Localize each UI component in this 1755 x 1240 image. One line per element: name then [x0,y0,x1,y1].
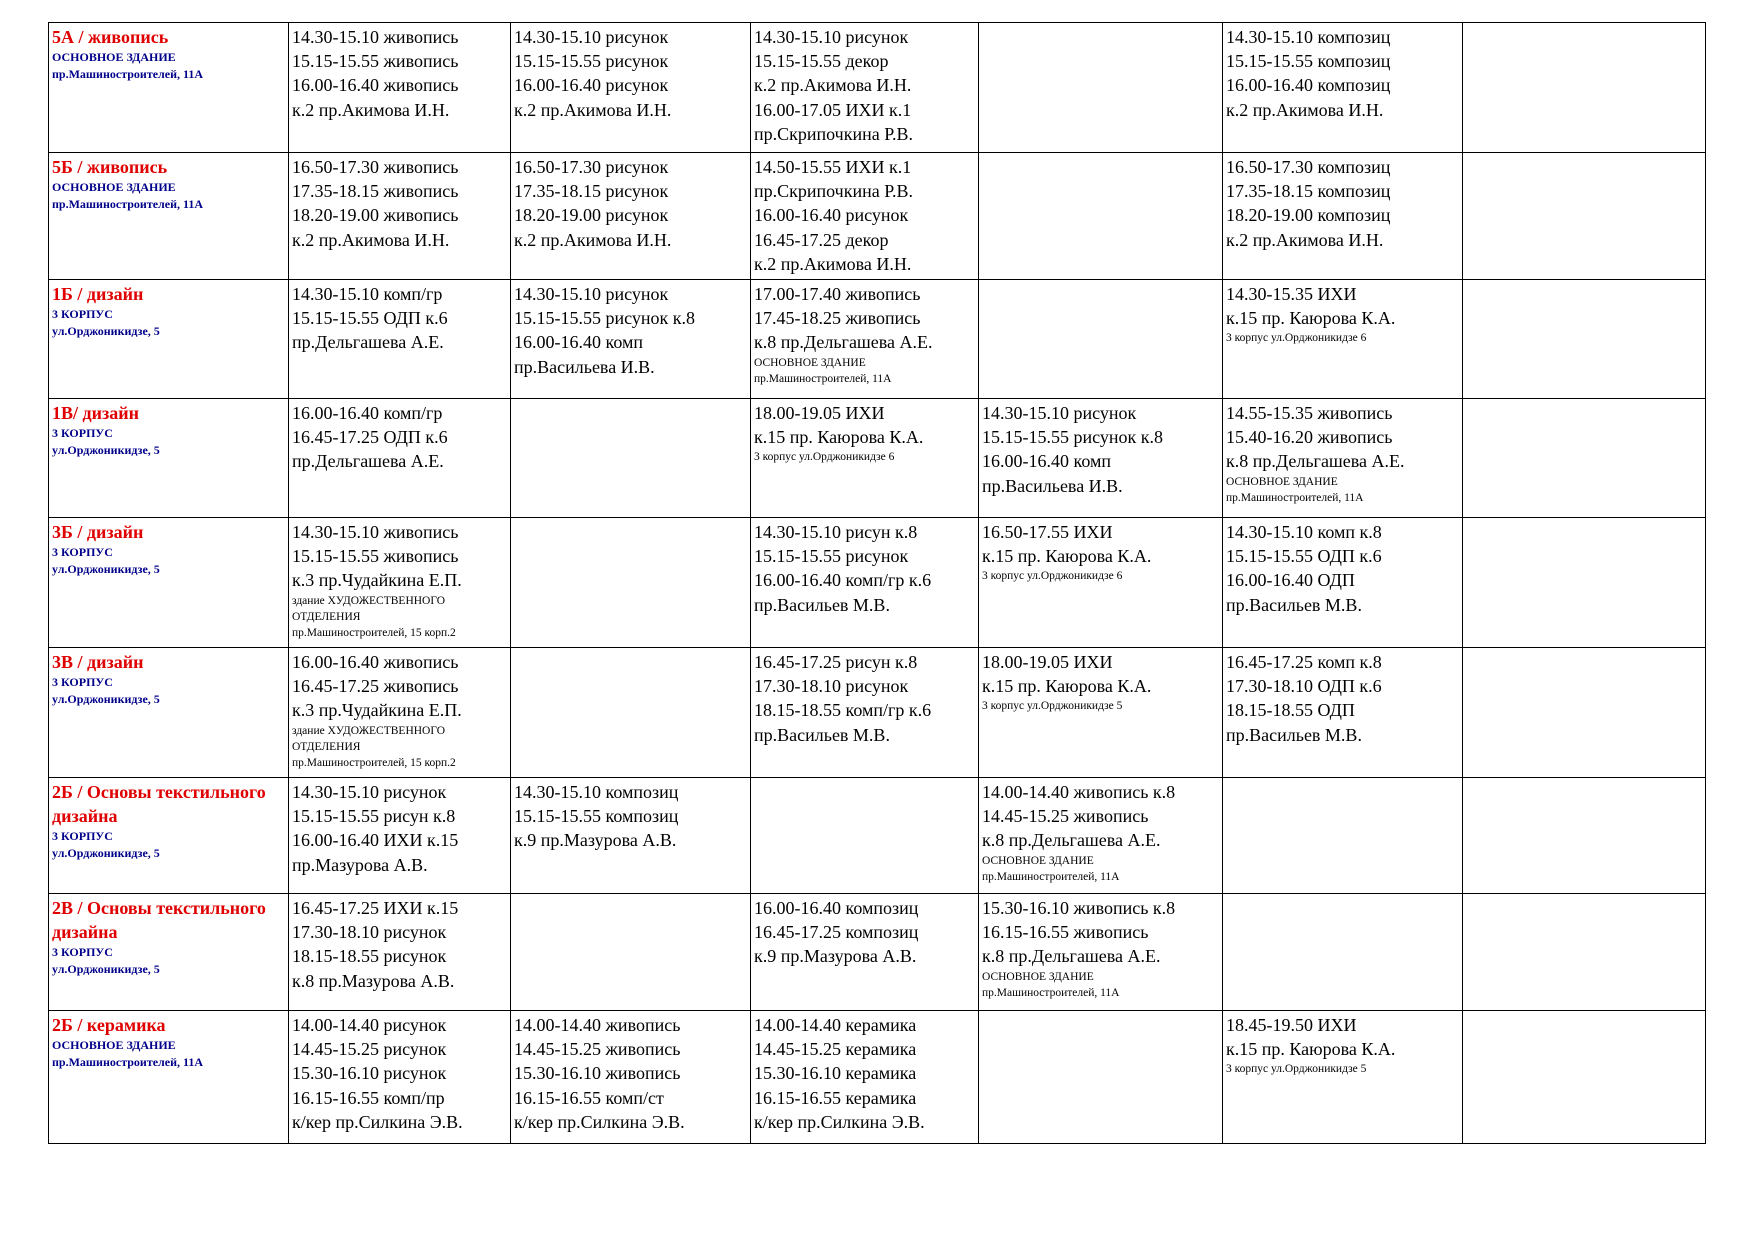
schedule-row [49,280,1706,399]
lesson-line: 14.30-15.10 композиц [514,782,679,802]
day-cell [751,894,979,1011]
lesson-line: пр.Скрипочкина Р.В. [754,181,914,202]
day-cell [1223,648,1463,778]
day-cell [1463,648,1706,778]
schedule-body [49,23,1706,1144]
location-note: 3 корпус ул.Орджоникидзе 6 [982,570,1123,583]
group-cell [49,1011,289,1144]
building-address: пр.Машиностроителей, 11А [52,67,204,81]
lesson-line: 16.00-16.40 ОДП [1226,570,1355,591]
group-name: 3В / дизайн [52,652,144,672]
schedule-row [49,648,1706,778]
building-address: ОСНОВНОЕ ЗДАНИЕ [52,1038,176,1052]
day-cell [1223,518,1463,648]
building-address: ул.Орджоникидзе, 5 [52,962,160,976]
day-cell [1223,23,1463,153]
schedule-row [49,518,1706,648]
day-cell [1463,894,1706,1011]
location-note: здание ХУДОЖЕСТВЕННОГО [292,594,446,607]
building-address: 3 КОРПУС [52,307,113,321]
day-cell [511,778,751,894]
day-cell [511,153,751,280]
building-address: 3 КОРПУС [52,675,113,689]
lesson-line: 16.50-17.30 рисунок [514,157,669,177]
location-note: 3 корпус ул.Орджоникидзе 5 [982,700,1123,713]
day-cell [979,894,1223,1011]
lesson-line: 15.15-15.55 рисунок [754,546,909,567]
day-cell [511,280,751,399]
group-cell [49,399,289,518]
lesson-line: 17.35-18.15 композиц [1226,181,1391,202]
building-address: ОСНОВНОЕ ЗДАНИЕ [52,50,176,64]
lesson-line: 14.30-15.10 комп к.8 [1226,522,1382,542]
day-cell [289,399,511,518]
day-cell [511,648,751,778]
group-name: 1Б / дизайн [52,284,144,304]
day-cell [979,1011,1223,1144]
day-cell [1223,894,1463,1011]
day-cell [289,280,511,399]
lesson-line: 17.35-18.15 рисунок [514,181,669,202]
day-cell [751,778,979,894]
building-address: 3 КОРПУС [52,829,113,843]
day-cell [1463,518,1706,648]
day-cell [1463,778,1706,894]
building-address: ул.Орджоникидзе, 5 [52,324,160,338]
lesson-line: 14.50-15.55 ИХИ к.1 [754,157,912,177]
day-cell [979,778,1223,894]
lesson-line: 15.15-15.55 композиц [514,806,679,827]
lesson-line: 16.15-16.55 керамика [754,1087,917,1108]
building-address: ул.Орджоникидзе, 5 [52,692,160,706]
lesson-line: к.15 пр. Каюрова К.А. [982,546,1152,567]
lesson-line: 14.45-15.25 рисунок [292,1039,447,1060]
lesson-line: к.15 пр. Каюрова К.А. [1226,308,1396,329]
lesson-line: 16.00-16.40 комп/гр к.6 [754,570,932,591]
lesson-line: 17.00-17.40 живопись [754,284,921,304]
lesson-line: к/кер пр.Силкина Э.В. [514,1111,685,1132]
day-cell [979,153,1223,280]
group-cell [49,518,289,648]
day-cell [979,399,1223,518]
lesson-line: 15.15-15.55 ОДП к.6 [292,308,448,329]
lesson-line: 16.00-16.40 живопись [292,75,459,96]
lesson-line: пр.Васильева И.В. [982,475,1123,496]
day-cell [979,280,1223,399]
day-cell [751,518,979,648]
lesson-line: к.2 пр.Акимова И.Н. [1226,229,1384,250]
lesson-line: 16.45-17.25 ИХИ к.15 [292,898,459,918]
location-note: пр.Машиностроителей, 11А [754,372,892,385]
lesson-line: 14.30-15.35 ИХИ [1226,284,1357,304]
lesson-line: 15.15-15.55 рисунок к.8 [514,308,696,329]
day-cell [511,23,751,153]
building-address: 3 КОРПУС [52,945,113,959]
day-cell [1223,778,1463,894]
lesson-line: 16.00-16.40 ИХИ к.15 [292,830,459,851]
lesson-line: к.2 пр.Акимова И.Н. [514,229,672,250]
lesson-line: 14.30-15.10 композиц [1226,27,1391,47]
lesson-line: 14.30-15.10 комп/гр [292,284,443,304]
lesson-line: 16.45-17.25 декор [754,229,889,250]
day-cell [751,280,979,399]
day-cell [751,1011,979,1144]
lesson-line: к.15 пр. Каюрова К.А. [982,676,1152,697]
day-cell [979,23,1223,153]
lesson-line: 16.00-16.40 композиц [754,898,919,918]
lesson-line: к.15 пр. Каюрова К.А. [1226,1039,1396,1060]
location-note: ОСНОВНОЕ ЗДАНИЕ [982,854,1094,867]
lesson-line: 14.00-14.40 живопись к.8 [982,782,1176,802]
lesson-line: к/кер пр.Силкина Э.В. [754,1111,925,1132]
lesson-line: 16.50-17.30 композиц [1226,157,1391,177]
day-cell [751,399,979,518]
day-cell [1463,153,1706,280]
lesson-line: 18.45-19.50 ИХИ [1226,1015,1357,1035]
location-note: 3 корпус ул.Орджоникидзе 5 [1226,1063,1367,1076]
lesson-line: пр.Дельгашева А.Е. [292,332,444,353]
lesson-line: 15.15-15.55 рисунок [514,51,669,72]
day-cell [511,894,751,1011]
location-note: здание ХУДОЖЕСТВЕННОГО [292,724,446,737]
lesson-line: пр.Мазурова А.В. [292,854,428,875]
building-address: ул.Орджоникидзе, 5 [52,443,160,457]
day-cell [1223,399,1463,518]
day-cell [1463,399,1706,518]
day-cell [1463,23,1706,153]
day-cell [1223,1011,1463,1144]
day-cell [751,153,979,280]
lesson-line: 15.15-15.55 ОДП к.6 [1226,546,1382,567]
lesson-line: к.8 пр.Дельгашева А.Е. [982,830,1161,851]
lesson-line: 15.15-15.55 композиц [1226,51,1391,72]
lesson-line: 18.15-18.55 ОДП [1226,700,1355,721]
group-name: 5А / живопись [52,27,169,47]
schedule-row [49,1011,1706,1144]
day-cell [751,23,979,153]
day-cell [289,778,511,894]
lesson-line: 15.15-15.55 рисунок к.8 [982,427,1164,448]
group-cell [49,648,289,778]
group-name: 5Б / живопись [52,157,168,177]
lesson-line: 14.45-15.25 живопись [982,806,1149,827]
lesson-line: 14.00-14.40 живопись [514,1015,681,1035]
lesson-line: 18.00-19.05 ИХИ [754,403,885,423]
group-cell [49,153,289,280]
lesson-line: 14.30-15.10 рисунок [514,284,669,304]
lesson-line: 15.30-16.10 керамика [754,1063,917,1084]
lesson-line: 14.00-14.40 керамика [754,1015,917,1035]
lesson-line: 18.20-19.00 рисунок [514,205,669,226]
day-cell [979,648,1223,778]
schedule-row [49,894,1706,1011]
location-note: пр.Машиностроителей, 11А [1226,491,1364,504]
group-name: 2Б / керамика [52,1015,166,1035]
lesson-line: 18.00-19.05 ИХИ [982,652,1113,672]
lesson-line: 14.30-15.10 живопись [292,27,459,47]
lesson-line: к.8 пр.Дельгашева А.Е. [754,332,933,353]
lesson-line: 16.15-16.55 комп/ст [514,1087,664,1108]
lesson-line: пр.Дельгашева А.Е. [292,451,444,472]
day-cell [511,1011,751,1144]
schedule-row [49,399,1706,518]
day-cell [1463,1011,1706,1144]
location-note: пр.Машиностроителей, 15 корп.2 [292,626,456,639]
lesson-line: 14.30-15.10 живопись [292,522,459,542]
lesson-line: 16.15-16.55 живопись [982,922,1149,943]
lesson-line: 16.45-17.25 живопись [292,676,459,697]
group-cell [49,778,289,894]
lesson-line: 18.20-19.00 живопись [292,205,459,226]
lesson-line: 14.55-15.35 живопись [1226,403,1393,423]
lesson-line: 16.00-17.05 ИХИ к.1 [754,99,912,120]
lesson-line: 14.30-15.10 рисун к.8 [754,522,918,542]
day-cell [289,518,511,648]
location-note: ОСНОВНОЕ ЗДАНИЕ [1226,475,1338,488]
lesson-line: к.8 пр.Мазурова А.В. [292,970,455,991]
lesson-line: 17.35-18.15 живопись [292,181,459,202]
day-cell [1463,280,1706,399]
building-address: пр.Машиностроителей, 11А [52,1055,204,1069]
day-cell [1223,280,1463,399]
lesson-line: 18.15-18.55 комп/гр к.6 [754,700,932,721]
lesson-line: 14.30-15.10 рисунок [514,27,669,47]
group-cell [49,23,289,153]
lesson-line: 14.30-15.10 рисунок [754,27,909,47]
day-cell [289,894,511,1011]
lesson-line: 16.00-16.40 комп [982,451,1112,472]
lesson-line: к.2 пр.Акимова И.Н. [292,229,450,250]
lesson-line: 16.45-17.25 композиц [754,922,919,943]
lesson-line: 15.40-16.20 живопись [1226,427,1393,448]
day-cell [289,23,511,153]
day-cell [289,648,511,778]
day-cell [289,1011,511,1144]
location-note: пр.Машиностроителей, 11А [982,986,1120,999]
lesson-line: 16.15-16.55 комп/пр [292,1087,445,1108]
day-cell [511,399,751,518]
lesson-line: 15.15-15.55 живопись [292,51,459,72]
lesson-line: к.2 пр.Акимова И.Н. [292,99,450,120]
building-address: пр.Машиностроителей, 11А [52,197,204,211]
lesson-line: 14.00-14.40 рисунок [292,1015,447,1035]
location-note: ОТДЕЛЕНИЯ [292,610,361,623]
lesson-line: 16.45-17.25 комп к.8 [1226,652,1382,672]
building-address: 3 КОРПУС [52,545,113,559]
lesson-line: 17.30-18.10 рисунок [292,922,447,943]
group-name: 3Б / дизайн [52,522,144,542]
day-cell [289,153,511,280]
lesson-line: к.15 пр. Каюрова К.А. [754,427,924,448]
group-name: 1В/ дизайн [52,403,139,423]
location-note: 3 корпус ул.Орджоникидзе 6 [1226,332,1367,345]
location-note: 3 корпус ул.Орджоникидзе 6 [754,451,895,464]
lesson-line: 15.15-15.55 живопись [292,546,459,567]
schedule-row [49,778,1706,894]
schedule-row [49,23,1706,153]
day-cell [511,518,751,648]
group-cell [49,280,289,399]
lesson-line: 16.50-17.55 ИХИ [982,522,1113,542]
lesson-line: к.2 пр.Акимова И.Н. [1226,99,1384,120]
lesson-line: пр.Васильев М.В. [754,594,890,615]
lesson-line: 14.45-15.25 керамика [754,1039,917,1060]
lesson-line: 18.20-19.00 композиц [1226,205,1391,226]
location-note: ОТДЕЛЕНИЯ [292,740,361,753]
lesson-line: 14.45-15.25 живопись [514,1039,681,1060]
lesson-line: 16.45-17.25 ОДП к.6 [292,427,448,448]
lesson-line: к/кер пр.Силкина Э.В. [292,1111,463,1132]
lesson-line: 15.30-16.10 рисунок [292,1063,447,1084]
lesson-line: 14.30-15.10 рисунок [982,403,1137,423]
lesson-line: 16.50-17.30 живопись [292,157,459,177]
location-note: пр.Машиностроителей, 11А [982,870,1120,883]
location-note: пр.Машиностроителей, 15 корп.2 [292,756,456,769]
building-address: ул.Орджоникидзе, 5 [52,846,160,860]
lesson-line: 16.00-16.40 комп/гр [292,403,443,423]
location-note: ОСНОВНОЕ ЗДАНИЕ [982,970,1094,983]
day-cell [979,518,1223,648]
lesson-line: к.9 пр.Мазурова А.В. [754,946,917,967]
day-cell [751,648,979,778]
lesson-line: 15.15-15.55 декор [754,51,889,72]
lesson-line: пр.Скрипочкина Р.В. [754,123,914,144]
lesson-line: 18.15-18.55 рисунок [292,946,447,967]
lesson-line: 17.45-18.25 живопись [754,308,921,329]
lesson-line: 15.30-16.10 живопись [514,1063,681,1084]
location-note: ОСНОВНОЕ ЗДАНИЕ [754,356,866,369]
lesson-line: 16.00-16.40 рисунок [754,205,909,226]
group-cell [49,894,289,1011]
lesson-line: 16.45-17.25 рисун к.8 [754,652,918,672]
building-address: ОСНОВНОЕ ЗДАНИЕ [52,180,176,194]
lesson-line: 17.30-18.10 ОДП к.6 [1226,676,1382,697]
building-address: 3 КОРПУС [52,426,113,440]
lesson-line: пр.Васильев М.В. [1226,594,1362,615]
lesson-line: к.2 пр.Акимова И.Н. [754,253,912,274]
schedule-table [48,22,1706,1144]
group-name: 2В / Основы текстильного дизайна [52,898,266,942]
lesson-line: 16.00-16.40 рисунок [514,75,669,96]
lesson-line: к.3 пр.Чудайкина Е.П. [292,700,462,721]
lesson-line: 17.30-18.10 рисунок [754,676,909,697]
lesson-line: 15.30-16.10 живопись к.8 [982,898,1176,918]
building-address: ул.Орджоникидзе, 5 [52,562,160,576]
lesson-line: к.3 пр.Чудайкина Е.П. [292,570,462,591]
day-cell [1223,153,1463,280]
lesson-line: к.8 пр.Дельгашева А.Е. [982,946,1161,967]
lesson-line: 16.00-16.40 живопись [292,652,459,672]
lesson-line: 16.00-16.40 композиц [1226,75,1391,96]
group-name: 2Б / Основы текстильного дизайна [52,782,266,826]
lesson-line: пр.Васильев М.В. [1226,724,1362,745]
lesson-line: к.2 пр.Акимова И.Н. [754,75,912,96]
lesson-line: 14.30-15.10 рисунок [292,782,447,802]
lesson-line: к.9 пр.Мазурова А.В. [514,830,677,851]
lesson-line: 16.00-16.40 комп [514,332,644,353]
lesson-line: 15.15-15.55 рисун к.8 [292,806,456,827]
lesson-line: пр.Васильева И.В. [514,356,655,377]
lesson-line: к.8 пр.Дельгашева А.Е. [1226,451,1405,472]
schedule-row [49,153,1706,280]
lesson-line: пр.Васильев М.В. [754,724,890,745]
lesson-line: к.2 пр.Акимова И.Н. [514,99,672,120]
